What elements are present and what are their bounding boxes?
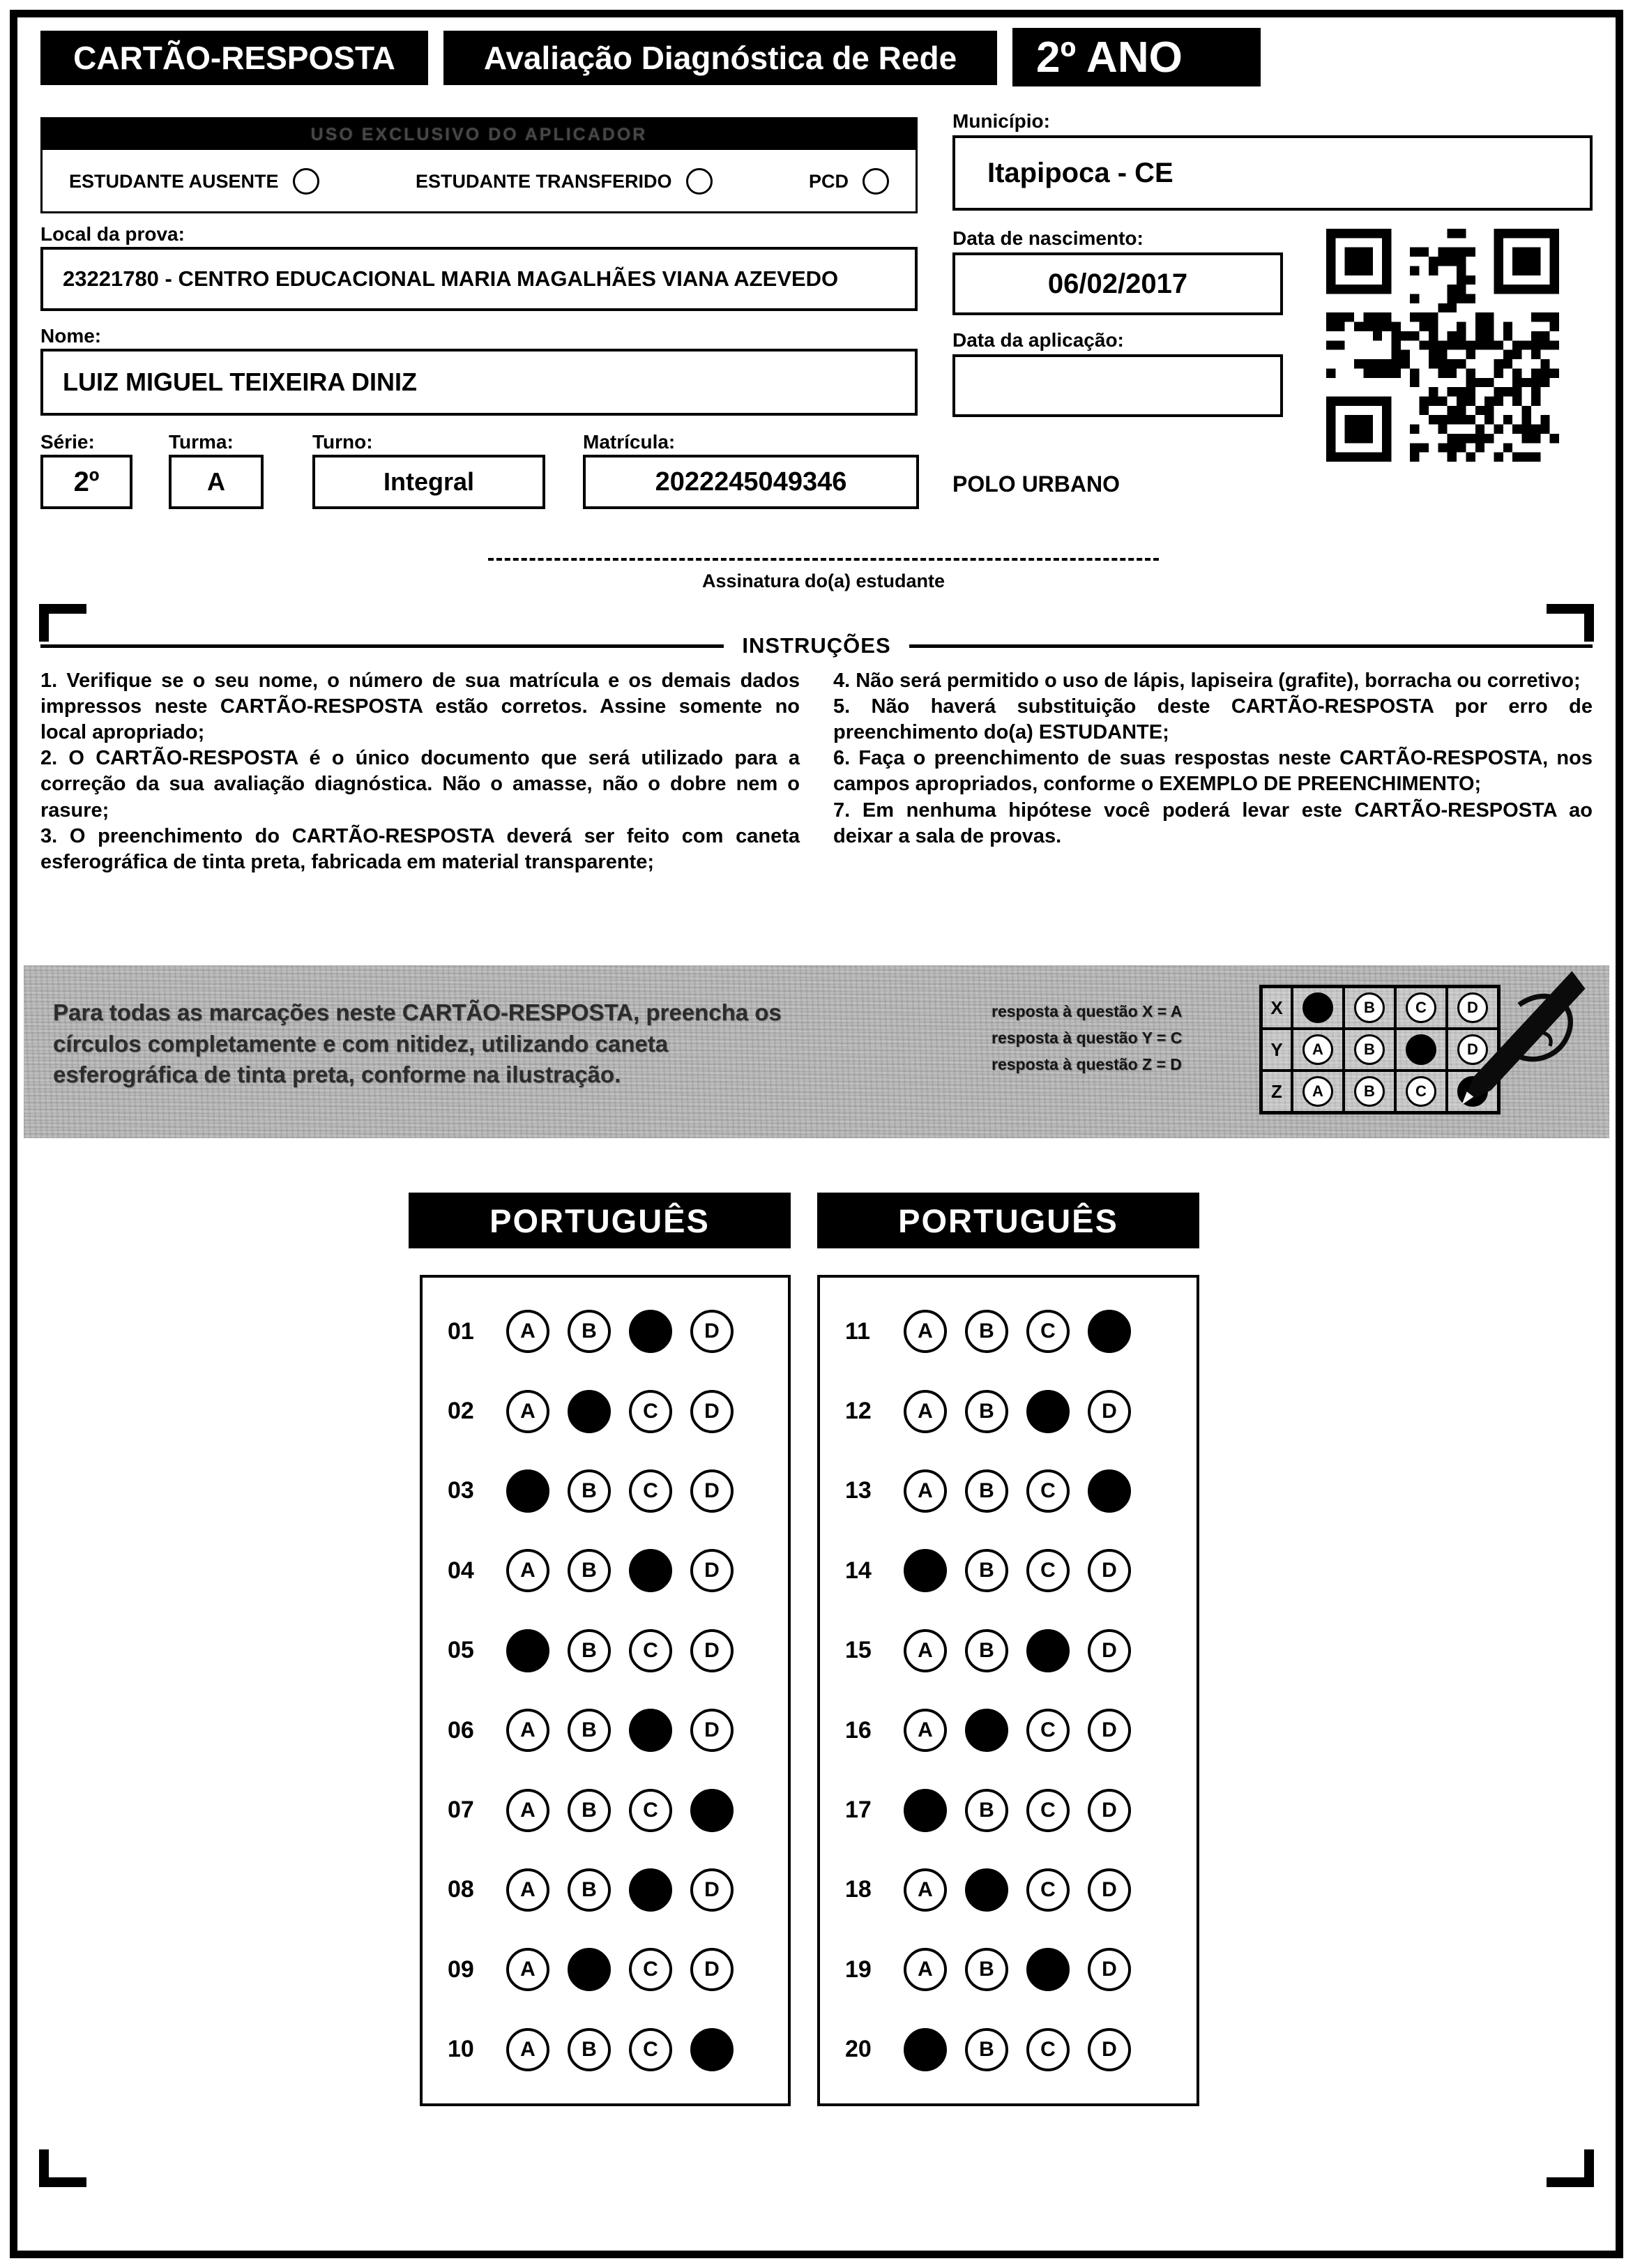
answer-bubble-a[interactable]: A [904, 1629, 947, 1672]
answer-bubble-c[interactable]: C [1026, 1549, 1070, 1592]
option-label: PCD [808, 170, 849, 192]
example-cell [1344, 987, 1395, 1029]
exam-title: Avaliação Diagnóstica de Rede [443, 31, 997, 85]
answer-bubble-d[interactable]: D [1088, 1789, 1131, 1832]
example-cell [1344, 1071, 1395, 1112]
question-row [845, 1629, 1197, 1672]
answer-bubble-a[interactable]: A [506, 2028, 549, 2071]
answer-bubble-c[interactable]: C [1026, 2028, 1070, 2071]
turno-value: Integral [383, 467, 475, 496]
example-instruction-text: Para todas as marcações neste CARTÃO-RESPOSTA, preencha os círculos completamente e com nitidez, utilizando caneta esferográfica de tinta preta, conforme na ilustração. [53, 999, 782, 1088]
answer-bubble-b[interactable]: B [568, 1310, 611, 1353]
answer-bubble-d[interactable]: D [690, 1709, 734, 1752]
estudante-ausente-circle[interactable] [293, 168, 319, 195]
divider-line [40, 644, 724, 648]
answer-bubble-a[interactable]: A [904, 1549, 947, 1592]
example-cell [1292, 1071, 1344, 1112]
signature-label: Assinatura do(a) estudante [701, 570, 945, 591]
answer-bubble-a[interactable]: A [904, 1709, 947, 1752]
question-number: 12 [845, 1398, 872, 1425]
serie-box [40, 455, 132, 509]
answer-bubble-b[interactable]: B [965, 1948, 1008, 1991]
answer-bubble-d[interactable]: D [1088, 1390, 1131, 1433]
answer-bubble-c[interactable]: C [1026, 1629, 1070, 1672]
answer-bubble-b[interactable]: B [568, 1629, 611, 1672]
question-number: 14 [845, 1557, 872, 1584]
instruction-item: 6. Faça o preenchimento de suas respostas neste CARTÃO-RESPOSTA, nos campos apropriados, conforme o EXEMPLO DE PREENCHIMENTO; [833, 747, 1593, 796]
instruction-item: 7. Em nenhuma hipótese você poderá levar este CARTÃO-RESPOSTA ao deixar a sala de provas. [833, 799, 1593, 847]
answer-bubble-c[interactable]: C [629, 1629, 672, 1672]
answer-bubble-c[interactable]: C [629, 2028, 672, 2071]
answer-bubble-a[interactable]: A [904, 1948, 947, 1991]
turno-label: Turno: [312, 431, 373, 453]
answer-bubble-d[interactable]: D [690, 2028, 734, 2071]
answer-bubble-d[interactable]: D [1088, 2028, 1131, 2071]
answer-bubble-a[interactable]: A [506, 1789, 549, 1832]
answer-bubble-c[interactable]: C [629, 1868, 672, 1912]
data-aplicacao-label: Data da aplicação: [952, 329, 1124, 351]
answer-bubble-c[interactable]: C [1026, 1310, 1070, 1353]
example-cell [1292, 987, 1344, 1029]
question-row [448, 1629, 788, 1672]
answer-bubble-a[interactable]: A [904, 1310, 947, 1353]
question-row [845, 2028, 1197, 2071]
estudante-transferido-circle[interactable] [686, 168, 713, 195]
answer-bubble-a[interactable]: A [904, 1390, 947, 1433]
answer-bubble-d[interactable]: D [690, 1390, 734, 1433]
question-row [448, 1390, 788, 1433]
data-nascimento-value: 06/02/2017 [1047, 268, 1188, 299]
question-number: 13 [845, 1477, 872, 1504]
answer-bubble-b[interactable]: B [568, 1390, 611, 1433]
answer-bubble-b[interactable]: B [568, 1549, 611, 1592]
example-row-label: Y [1261, 1029, 1292, 1071]
instructions-header [40, 633, 1593, 658]
corner-mark-bottom-left [39, 2149, 86, 2187]
example-cell [1344, 1029, 1395, 1071]
question-number: 16 [845, 1716, 872, 1744]
answer-bubble-a[interactable]: A [904, 2028, 947, 2071]
turma-label: Turma: [169, 431, 234, 453]
municipio-label: Município: [952, 110, 1050, 132]
answer-bubble-a[interactable]: A [506, 1948, 549, 1991]
question-row [845, 1948, 1197, 1991]
municipio-value: Itapipoca - CE [987, 157, 1174, 188]
applicator-section-title: USO EXCLUSIVO DO APLICADOR [43, 119, 916, 150]
answer-bubble-c[interactable]: C [629, 1469, 672, 1513]
answer-bubble-a[interactable]: A [904, 1789, 947, 1832]
answer-bubble-b[interactable]: B [568, 1948, 611, 1991]
answer-bubble-b[interactable]: B [965, 1390, 1008, 1433]
pen-hand-illustration [1408, 967, 1586, 1128]
answer-bubble-d[interactable]: D [690, 1629, 734, 1672]
question-number: 17 [845, 1797, 872, 1824]
answer-bubble-a[interactable]: A [506, 1390, 549, 1433]
local-da-prova-value: 23221780 - CENTRO EDUCACIONAL MARIA MAGALHÃES VIANA AZEVEDO [63, 266, 839, 291]
answer-bubble-c[interactable]: C [629, 1789, 672, 1832]
local-da-prova-box [40, 247, 918, 311]
answer-bubble-d[interactable]: D [690, 1469, 734, 1513]
corner-mark-bottom-right [1547, 2149, 1594, 2187]
answer-bubble-b[interactable]: B [568, 1709, 611, 1752]
answer-bubble-d[interactable]: D [1088, 1629, 1131, 1672]
question-number: 18 [845, 1876, 872, 1903]
answer-bubble-c[interactable]: C [1026, 1789, 1070, 1832]
example-bubble-c: C [1406, 1076, 1436, 1107]
answer-bubble-b[interactable]: B [568, 1789, 611, 1832]
question-number: 01 [448, 1317, 474, 1345]
example-strip [24, 965, 1609, 1138]
turno-box [312, 455, 545, 509]
answer-bubble-d[interactable]: D [690, 1549, 734, 1592]
question-number: 20 [845, 2036, 872, 2063]
option-estudante-ausente [69, 168, 319, 195]
example-bubble-a: A [1302, 1076, 1333, 1107]
option-pcd [809, 168, 889, 195]
answer-bubble-b[interactable]: B [965, 1469, 1008, 1513]
turma-value: A [207, 467, 225, 496]
example-row-label: Z [1261, 1071, 1292, 1112]
question-row [845, 1709, 1197, 1752]
polo-label: POLO URBANO [952, 471, 1120, 497]
question-number: 05 [448, 1637, 474, 1664]
divider-line [909, 644, 1593, 648]
answer-bubble-b[interactable]: B [965, 1310, 1008, 1353]
answer-bubble-c[interactable]: C [1026, 1948, 1070, 1991]
nome-value: LUIZ MIGUEL TEIXEIRA DINIZ [63, 368, 418, 396]
question-number: 07 [448, 1797, 474, 1824]
answer-bubble-a[interactable]: A [506, 1469, 549, 1513]
answer-bubble-b[interactable]: B [965, 2028, 1008, 2071]
example-bubble-b: B [1354, 992, 1385, 1023]
option-label: ESTUDANTE TRANSFERIDO [416, 170, 672, 192]
answer-bubble-d[interactable]: D [690, 1868, 734, 1912]
question-row [845, 1390, 1197, 1433]
question-number: 03 [448, 1477, 474, 1504]
matricula-value: 2022245049346 [655, 467, 847, 497]
answer-bubble-a[interactable]: A [506, 1629, 549, 1672]
question-number: 02 [448, 1398, 474, 1425]
question-number: 11 [845, 1317, 870, 1345]
answer-bubble-b[interactable]: B [965, 1789, 1008, 1832]
option-estudante-transferido [416, 168, 713, 195]
example-bubble-a: A [1302, 1034, 1333, 1065]
answer-bubble-a[interactable]: A [506, 1310, 549, 1353]
answer-bubble-a[interactable]: A [904, 1868, 947, 1912]
answer-bubble-b[interactable]: B [965, 1709, 1008, 1752]
data-nascimento-label: Data de nascimento: [952, 227, 1144, 249]
question-row [845, 1469, 1197, 1513]
answer-bubble-c[interactable]: C [629, 1948, 672, 1991]
instructions-left-column [40, 668, 800, 875]
question-row [448, 1549, 788, 1592]
matricula-box [583, 455, 919, 509]
example-bubble-d: D [1457, 992, 1488, 1023]
signature-line[interactable] [488, 558, 1159, 561]
turma-box [169, 455, 264, 509]
example-bubble-b: B [1354, 1034, 1385, 1065]
matricula-label: Matrícula: [583, 431, 676, 453]
answer-bubble-b[interactable]: B [965, 1868, 1008, 1912]
question-row [845, 1549, 1197, 1592]
data-aplicacao-box[interactable] [952, 354, 1283, 417]
answer-bubble-c[interactable]: C [1026, 1709, 1070, 1752]
question-row [845, 1789, 1197, 1832]
question-row [448, 1868, 788, 1912]
answer-bubble-b[interactable]: B [568, 1868, 611, 1912]
answer-bubble-d[interactable]: D [1088, 1948, 1131, 1991]
nome-box [40, 349, 918, 416]
example-legend [992, 999, 1182, 1078]
answer-bubble-a[interactable]: A [506, 1549, 549, 1592]
question-row [448, 1948, 788, 1991]
example-bubble-b: B [1354, 1076, 1385, 1107]
nome-label: Nome: [40, 325, 102, 347]
municipio-box [952, 135, 1593, 211]
question-number: 10 [448, 2036, 474, 2063]
answer-bubble-c[interactable]: C [1026, 1390, 1070, 1433]
question-row [845, 1868, 1197, 1912]
question-row [448, 1709, 788, 1752]
answer-bubble-d[interactable]: D [1088, 1868, 1131, 1912]
answer-bubble-d[interactable]: D [690, 1789, 734, 1832]
answer-bubble-a[interactable]: A [506, 1709, 549, 1752]
instructions-right-column [833, 668, 1593, 875]
answer-bubble-d[interactable]: D [1088, 1709, 1131, 1752]
question-row [448, 1310, 788, 1353]
legend-line: resposta à questão X = A [992, 1002, 1183, 1020]
instruction-item: 3. O preenchimento do CARTÃO-RESPOSTA deverá ser feito com caneta esferográfica de tinta preta, fabricada em material transparente; [40, 824, 800, 873]
section-title-portugues-2: PORTUGUÊS [817, 1193, 1199, 1248]
question-row [448, 1469, 788, 1513]
answer-bubble-b[interactable]: B [568, 1469, 611, 1513]
question-number: 04 [448, 1557, 474, 1584]
instruction-item: 2. O CARTÃO-RESPOSTA é o único documento que será utilizado para a correção da sua avaliação diagnóstica. Não o amasse, não o dobre nem o rasure; [40, 747, 800, 822]
answer-bubble-d[interactable]: D [1088, 1469, 1131, 1513]
serie-value: 2º [73, 466, 100, 497]
question-row [448, 1789, 788, 1832]
instructions-title: INSTRUÇÕES [742, 633, 891, 658]
section-title-portugues-1: PORTUGUÊS [409, 1193, 791, 1248]
question-number: 19 [845, 1956, 872, 1983]
example-cell [1292, 1029, 1344, 1071]
answer-bubble-d[interactable]: D [1088, 1549, 1131, 1592]
answer-bubble-b[interactable]: B [965, 1549, 1008, 1592]
local-da-prova-label: Local da prova: [40, 223, 185, 245]
question-number: 08 [448, 1876, 474, 1903]
option-label: ESTUDANTE AUSENTE [69, 170, 279, 192]
pcd-circle[interactable] [863, 168, 889, 195]
card-title: CARTÃO-RESPOSTA [40, 31, 428, 85]
instruction-item: 1. Verifique se o seu nome, o número de sua matrícula e os demais dados impressos neste CARTÃO-RESPOSTA estão corretos. Assine somente no local apropriado; [40, 670, 800, 744]
example-bubble-c: C [1406, 992, 1436, 1023]
legend-line: resposta à questão Z = D [992, 1054, 1182, 1073]
answer-bubble-c[interactable]: C [629, 1549, 672, 1592]
question-row [845, 1310, 1197, 1353]
instructions-body [40, 668, 1593, 875]
answer-bubble-c[interactable]: C [629, 1310, 672, 1353]
question-number: 06 [448, 1716, 474, 1744]
answer-bubble-c[interactable]: C [1026, 1868, 1070, 1912]
example-bubble-c: C [1406, 1034, 1436, 1065]
question-number: 15 [845, 1637, 872, 1664]
answer-bubble-d[interactable]: D [690, 1948, 734, 1991]
answer-bubble-a[interactable]: A [506, 1868, 549, 1912]
answer-bubble-c[interactable]: C [629, 1709, 672, 1752]
data-nascimento-box [952, 252, 1283, 315]
qr-code [1326, 229, 1559, 462]
question-number: 09 [448, 1956, 474, 1983]
serie-label: Série: [40, 431, 95, 453]
applicator-options [43, 150, 916, 213]
answer-grid-questions-11-20 [817, 1275, 1199, 2106]
applicator-section [40, 117, 918, 213]
answer-bubble-c[interactable]: C [629, 1390, 672, 1433]
example-bubble-a: A [1302, 992, 1333, 1023]
instruction-item: 5. Não haverá substituição deste CARTÃO-RESPOSTA por erro de preenchimento do(a) ESTUDANTE; [833, 695, 1593, 744]
answer-bubble-c[interactable]: C [1026, 1469, 1070, 1513]
answer-grid-questions-01-10 [420, 1275, 791, 2106]
instruction-item: 4. Não será permitido o uso de lápis, lapiseira (grafite), borracha ou corretivo; [833, 670, 1581, 692]
answer-bubble-b[interactable]: B [965, 1629, 1008, 1672]
question-row [448, 2028, 788, 2071]
example-bubble-d: D [1457, 1034, 1488, 1065]
answer-bubble-d[interactable]: D [1088, 1310, 1131, 1353]
answer-bubble-b[interactable]: B [568, 2028, 611, 2071]
example-row-label: X [1261, 987, 1292, 1029]
answer-bubble-a[interactable]: A [904, 1469, 947, 1513]
grade-label: 2º ANO [1012, 28, 1261, 86]
legend-line: resposta à questão Y = C [992, 1028, 1183, 1047]
answer-bubble-d[interactable]: D [690, 1310, 734, 1353]
